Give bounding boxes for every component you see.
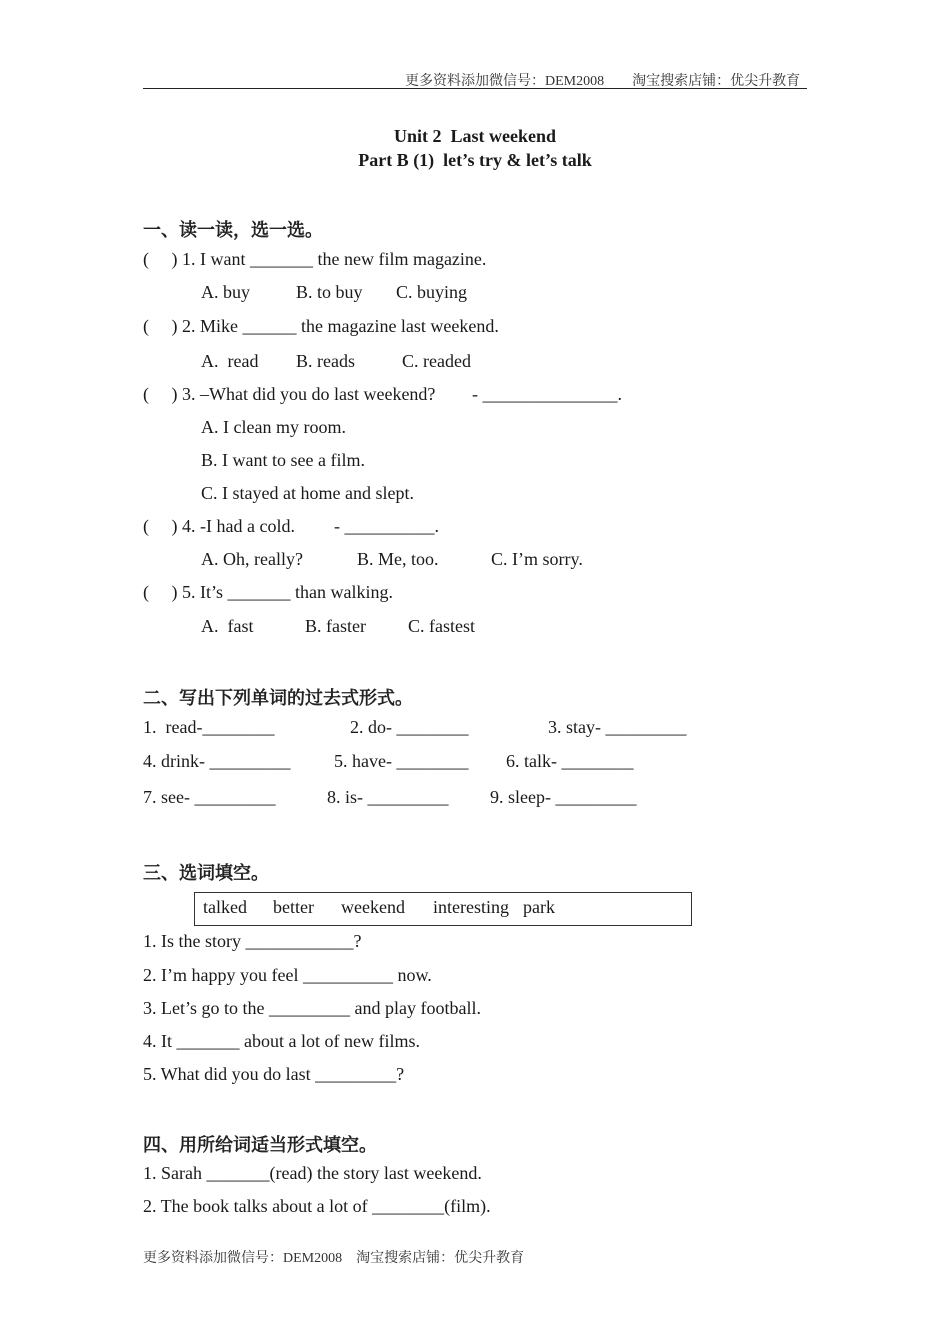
question-2-option-a: A. read — [201, 351, 259, 371]
word-bank-word-4: interesting — [433, 897, 509, 917]
question-4-stem: ( ) 4. -I had a cold. — [143, 516, 295, 536]
past-tense-item-5: 5. have- ________ — [334, 751, 469, 771]
question-1-option-b: B. to buy — [296, 282, 363, 302]
question-3-option-c: C. I stayed at home and slept. — [201, 483, 414, 503]
question-3-answer-blank: - _______________. — [472, 384, 622, 404]
question-1-stem: ( ) 1. I want _______ the new film magazine. — [143, 249, 487, 269]
word-bank-word-2: better — [273, 897, 314, 917]
page-footer: 更多资料添加微信号：DEM2008 淘宝搜索店铺：优尖升教育 — [143, 1251, 525, 1266]
past-tense-item-6: 6. talk- ________ — [506, 751, 634, 771]
word-bank-word-5: park — [523, 897, 555, 917]
question-3-stem: ( ) 3. –What did you do last weekend? — [143, 384, 436, 404]
section4-heading: 四、用所给词适当形式填空。 — [143, 1135, 377, 1156]
question-2-option-c: C. readed — [402, 351, 471, 371]
unit-title: Unit 2 Last weekend — [393, 126, 556, 146]
question-5-option-c: C. fastest — [408, 616, 475, 636]
header-divider — [143, 88, 807, 89]
part-title: Part B (1) let’s try & let’s talk — [358, 150, 592, 170]
fill-blank-sentence-4: 4. It _______ about a lot of new films. — [143, 1031, 420, 1051]
past-tense-item-1: 1. read-________ — [143, 717, 275, 737]
fill-blank-sentence-5: 5. What did you do last _________? — [143, 1064, 405, 1084]
past-tense-item-8: 8. is- _________ — [327, 787, 449, 807]
question-2-stem: ( ) 2. Mike ______ the magazine last weekend. — [143, 316, 499, 336]
question-4-option-c: C. I’m sorry. — [491, 549, 583, 569]
past-tense-item-7: 7. see- _________ — [143, 787, 276, 807]
word-form-sentence-2: 2. The book talks about a lot of ________(film). — [143, 1196, 491, 1216]
word-bank-word-1: talked — [203, 897, 247, 917]
question-2-option-b: B. reads — [296, 351, 355, 371]
question-5-option-b: B. faster — [305, 616, 366, 636]
word-form-sentence-1: 1. Sarah _______(read) the story last weekend. — [143, 1163, 482, 1183]
past-tense-item-9: 9. sleep- _________ — [490, 787, 637, 807]
page-header: 更多资料添加微信号：DEM2008 淘宝搜索店铺：优尖升教育 — [405, 74, 801, 89]
section2-heading: 二、写出下列单词的过去式形式。 — [143, 688, 413, 709]
fill-blank-sentence-3: 3. Let’s go to the _________ and play football. — [143, 998, 481, 1018]
section3-heading: 三、选词填空。 — [143, 863, 269, 884]
question-4-answer-blank: - __________. — [334, 516, 439, 536]
question-5-stem: ( ) 5. It’s _______ than walking. — [143, 582, 393, 602]
section1-heading: 一、读一读，选一选。 — [143, 220, 323, 241]
past-tense-item-4: 4. drink- _________ — [143, 751, 291, 771]
question-5-option-a: A. fast — [201, 616, 254, 636]
question-1-option-c: C. buying — [396, 282, 468, 302]
fill-blank-sentence-1: 1. Is the story ____________? — [143, 931, 362, 951]
past-tense-item-2: 2. do- ________ — [350, 717, 469, 737]
fill-blank-sentence-2: 2. I’m happy you feel __________ now. — [143, 965, 432, 985]
question-3-option-b: B. I want to see a film. — [201, 450, 365, 470]
question-3-option-a: A. I clean my room. — [201, 417, 346, 437]
past-tense-item-3: 3. stay- _________ — [548, 717, 687, 737]
word-bank-word-3: weekend — [341, 897, 405, 917]
question-4-option-a: A. Oh, really? — [201, 549, 303, 569]
question-1-option-a: A. buy — [201, 282, 250, 302]
question-4-option-b: B. Me, too. — [357, 549, 439, 569]
